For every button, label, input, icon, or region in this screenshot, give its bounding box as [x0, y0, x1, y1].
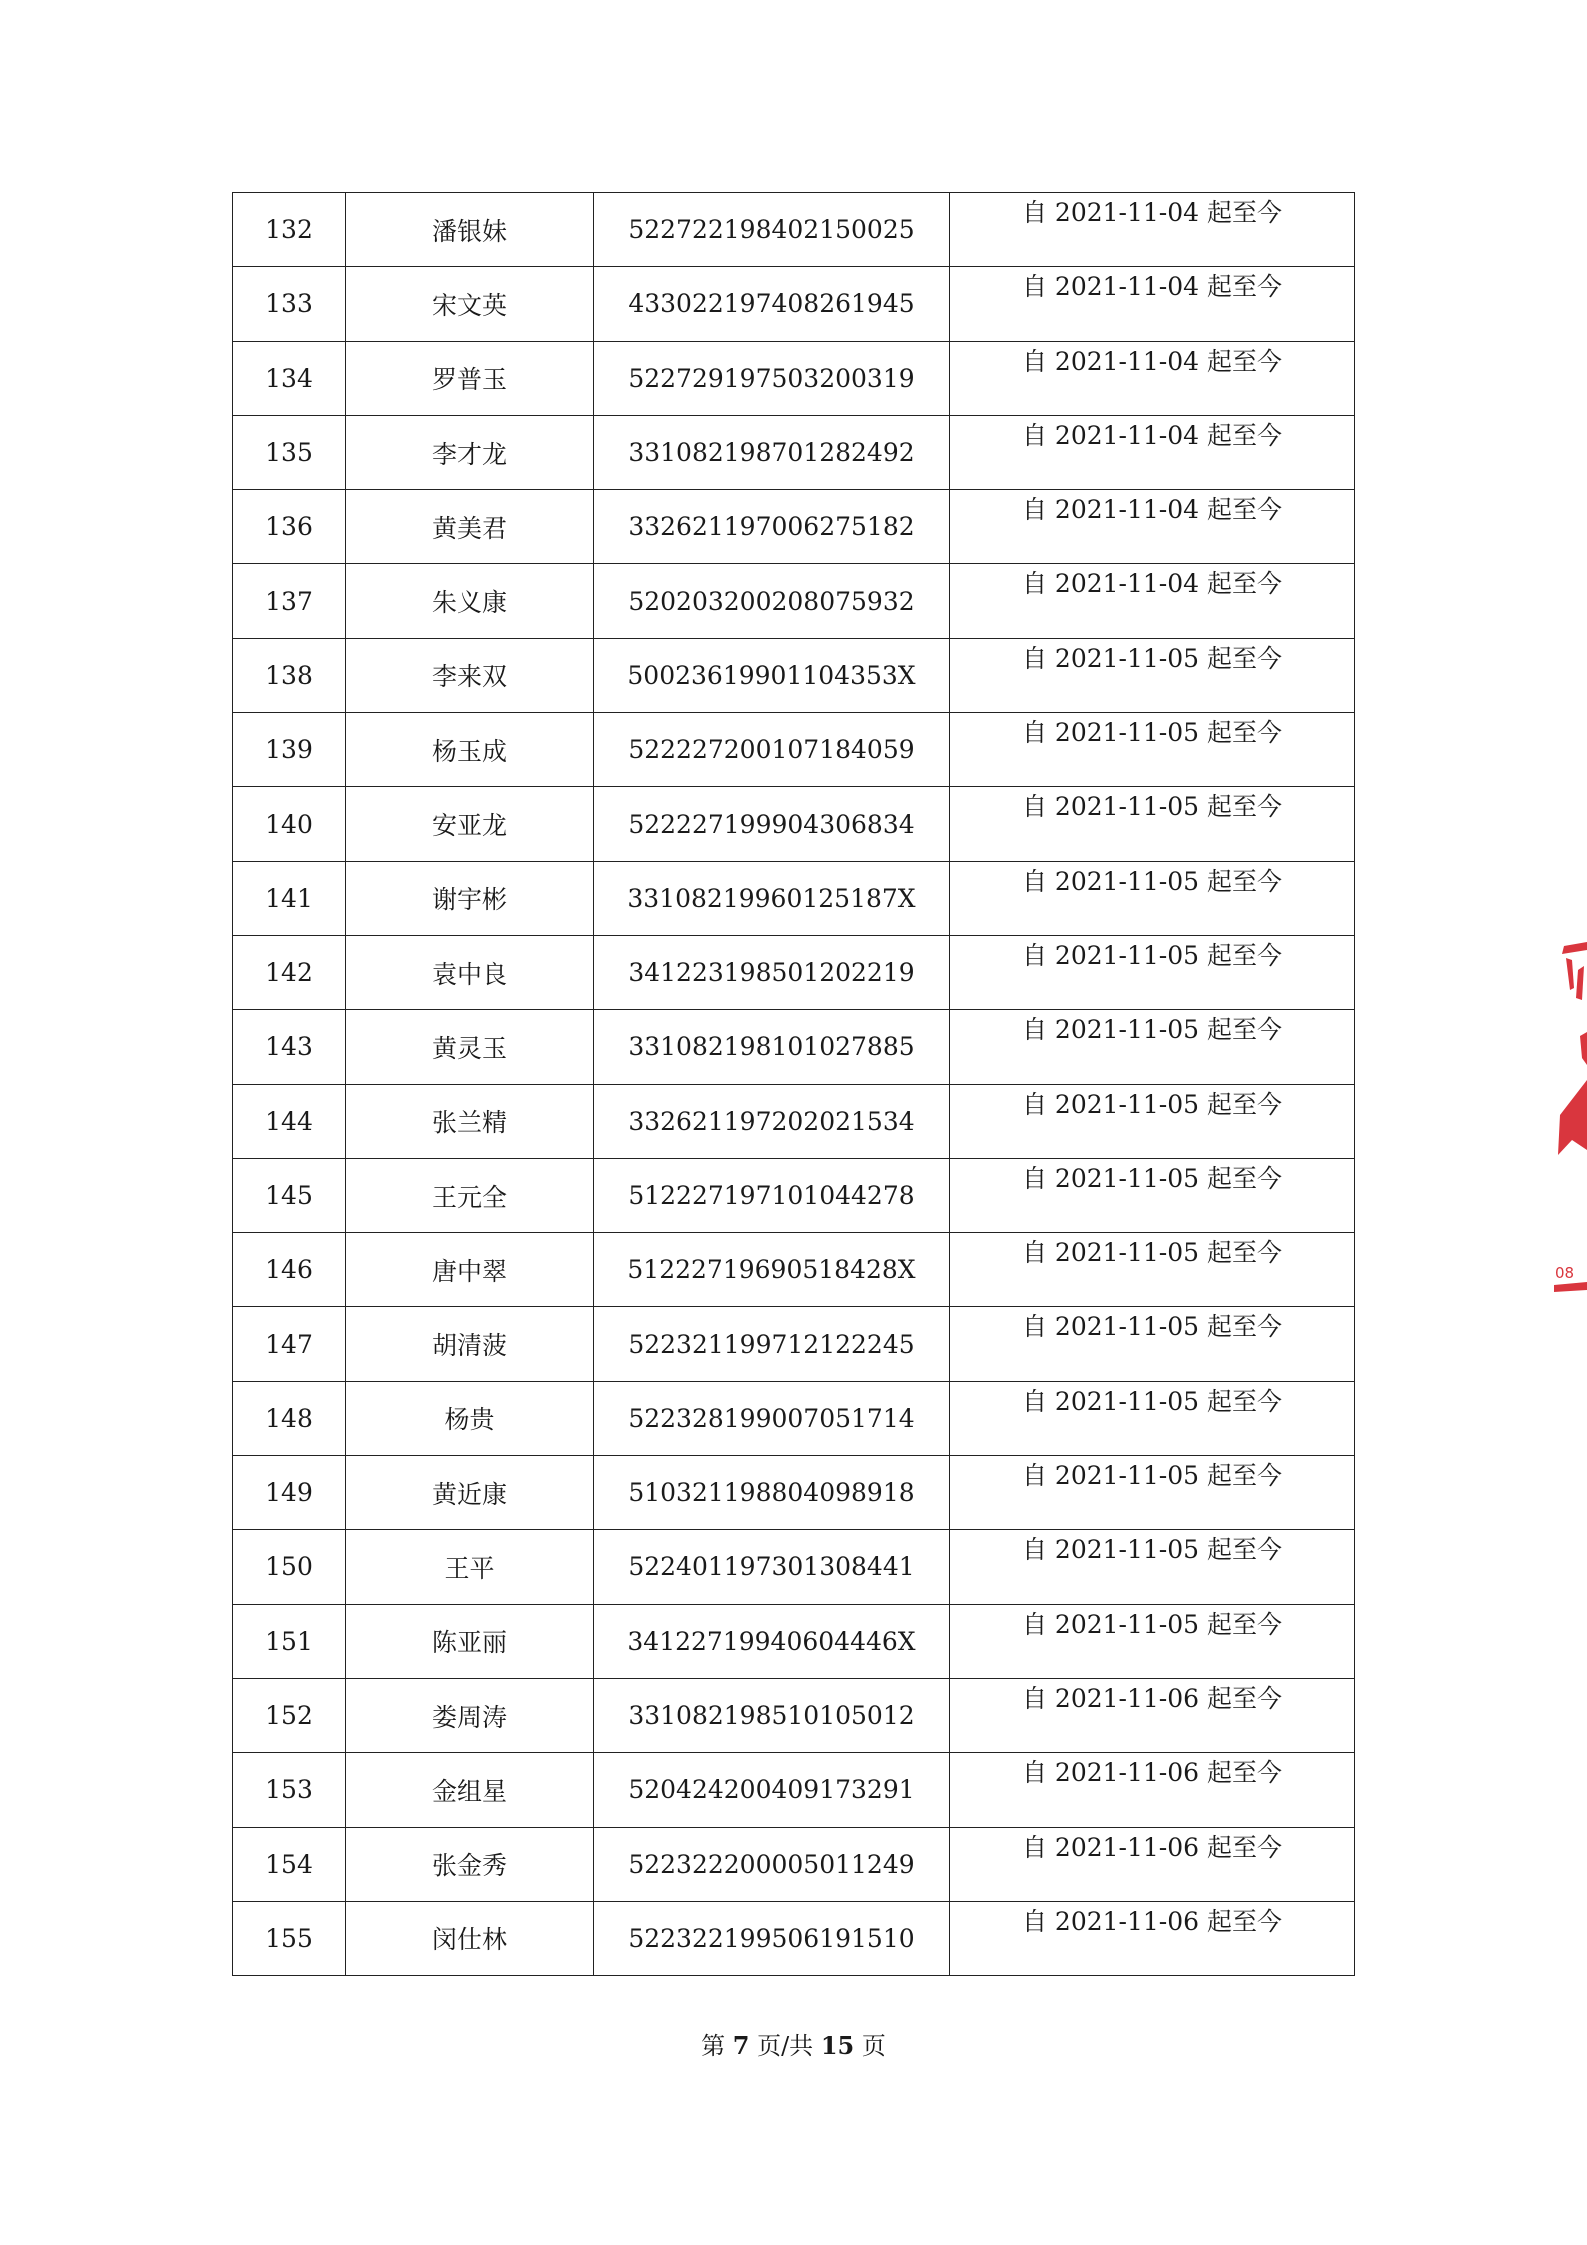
id-number-cell: 520424200409173291: [594, 1753, 950, 1827]
name-cell: 娄周涛: [346, 1678, 594, 1752]
seal-strokes: [1554, 942, 1587, 1292]
name-cell: 宋文英: [346, 267, 594, 341]
row-number-cell: 155: [233, 1901, 346, 1975]
row-number-cell: 144: [233, 1084, 346, 1158]
row-number-cell: 135: [233, 415, 346, 489]
table-row: [233, 713, 1355, 787]
row-number-cell: 147: [233, 1307, 346, 1381]
name-cell: 朱义康: [346, 564, 594, 638]
period-cell: 自 2021-11-05 起至今: [950, 713, 1355, 787]
table-row: [233, 415, 1355, 489]
period-cell: 自 2021-11-04 起至今: [950, 341, 1355, 415]
table-row: [233, 1456, 1355, 1530]
name-cell: 安亚龙: [346, 787, 594, 861]
table-row: [233, 1010, 1355, 1084]
table-row: [233, 861, 1355, 935]
period-cell: 自 2021-11-05 起至今: [950, 1530, 1355, 1604]
table-row: [233, 1604, 1355, 1678]
id-number-cell: 522722198402150025: [594, 193, 950, 267]
id-number-cell: 522322199506191510: [594, 1901, 950, 1975]
row-number-cell: 133: [233, 267, 346, 341]
seal-text: 08: [1555, 1264, 1575, 1282]
id-number-cell: 51222719690518428X: [594, 1233, 950, 1307]
row-number-cell: 138: [233, 638, 346, 712]
footer-prefix: 第: [701, 2032, 726, 2060]
name-cell: 潘银妹: [346, 193, 594, 267]
name-cell: 李来双: [346, 638, 594, 712]
period-cell: 自 2021-11-05 起至今: [950, 1381, 1355, 1455]
period-cell: 自 2021-11-05 起至今: [950, 1084, 1355, 1158]
name-cell: 李才龙: [346, 415, 594, 489]
row-number-cell: 142: [233, 935, 346, 1009]
id-number-cell: 522729197503200319: [594, 341, 950, 415]
page-footer: [0, 2026, 1587, 2061]
period-cell: 自 2021-11-05 起至今: [950, 1158, 1355, 1232]
table-row: [233, 1753, 1355, 1827]
row-number-cell: 145: [233, 1158, 346, 1232]
id-number-cell: 522328199007051714: [594, 1381, 950, 1455]
table-row: [233, 1307, 1355, 1381]
roster-table-body: [233, 193, 1355, 1976]
id-number-cell: 33108219960125187X: [594, 861, 950, 935]
row-number-cell: 151: [233, 1604, 346, 1678]
id-number-cell: 522227200107184059: [594, 713, 950, 787]
name-cell: 闵仕林: [346, 1901, 594, 1975]
period-cell: 自 2021-11-06 起至今: [950, 1901, 1355, 1975]
name-cell: 张金秀: [346, 1827, 594, 1901]
table-row: [233, 1530, 1355, 1604]
table-row: [233, 638, 1355, 712]
id-number-cell: 50023619901104353X: [594, 638, 950, 712]
table-row: [233, 1158, 1355, 1232]
table-row: [233, 341, 1355, 415]
table-row: [233, 1678, 1355, 1752]
row-number-cell: 134: [233, 341, 346, 415]
id-number-cell: 433022197408261945: [594, 267, 950, 341]
row-number-cell: 137: [233, 564, 346, 638]
id-number-cell: 332621197202021534: [594, 1084, 950, 1158]
name-cell: 王平: [346, 1530, 594, 1604]
period-cell: 自 2021-11-06 起至今: [950, 1753, 1355, 1827]
row-number-cell: 149: [233, 1456, 346, 1530]
id-number-cell: 331082198701282492: [594, 415, 950, 489]
row-number-cell: 141: [233, 861, 346, 935]
name-cell: 袁中良: [346, 935, 594, 1009]
table-row: [233, 1381, 1355, 1455]
period-cell: 自 2021-11-04 起至今: [950, 564, 1355, 638]
id-number-cell: 341223198501202219: [594, 935, 950, 1009]
id-number-cell: 522322200005011249: [594, 1827, 950, 1901]
table-row: [233, 1233, 1355, 1307]
row-number-cell: 153: [233, 1753, 346, 1827]
period-cell: 自 2021-11-05 起至今: [950, 787, 1355, 861]
id-number-cell: 522401197301308441: [594, 1530, 950, 1604]
period-cell: 自 2021-11-06 起至今: [950, 1678, 1355, 1752]
period-cell: 自 2021-11-06 起至今: [950, 1827, 1355, 1901]
row-number-cell: 140: [233, 787, 346, 861]
row-number-cell: 146: [233, 1233, 346, 1307]
period-cell: 自 2021-11-05 起至今: [950, 1010, 1355, 1084]
official-seal-fragment: [1552, 940, 1587, 1300]
table-row: [233, 1901, 1355, 1975]
id-number-cell: 520203200208075932: [594, 564, 950, 638]
period-cell: 自 2021-11-05 起至今: [950, 935, 1355, 1009]
row-number-cell: 132: [233, 193, 346, 267]
name-cell: 黄灵玉: [346, 1010, 594, 1084]
name-cell: 金组星: [346, 1753, 594, 1827]
row-number-cell: 139: [233, 713, 346, 787]
footer-suffix: 页: [861, 2032, 886, 2060]
id-number-cell: 522227199904306834: [594, 787, 950, 861]
name-cell: 张兰精: [346, 1084, 594, 1158]
period-cell: 自 2021-11-05 起至今: [950, 638, 1355, 712]
name-cell: 胡清菠: [346, 1307, 594, 1381]
row-number-cell: 154: [233, 1827, 346, 1901]
period-cell: 自 2021-11-04 起至今: [950, 267, 1355, 341]
row-number-cell: 150: [233, 1530, 346, 1604]
id-number-cell: 510321198804098918: [594, 1456, 950, 1530]
period-cell: 自 2021-11-05 起至今: [950, 861, 1355, 935]
id-number-cell: 522321199712122245: [594, 1307, 950, 1381]
table-row: [233, 490, 1355, 564]
name-cell: 唐中翠: [346, 1233, 594, 1307]
id-number-cell: 332621197006275182: [594, 490, 950, 564]
table-row: [233, 935, 1355, 1009]
footer-current-page: 7: [732, 2031, 750, 2060]
table-row: [233, 1084, 1355, 1158]
table-row: [233, 267, 1355, 341]
name-cell: 黄美君: [346, 490, 594, 564]
table-row: [233, 1827, 1355, 1901]
name-cell: 黄近康: [346, 1456, 594, 1530]
name-cell: 陈亚丽: [346, 1604, 594, 1678]
row-number-cell: 136: [233, 490, 346, 564]
id-number-cell: 34122719940604446X: [594, 1604, 950, 1678]
id-number-cell: 512227197101044278: [594, 1158, 950, 1232]
name-cell: 谢宇彬: [346, 861, 594, 935]
period-cell: 自 2021-11-05 起至今: [950, 1307, 1355, 1381]
name-cell: 王元全: [346, 1158, 594, 1232]
id-number-cell: 331082198101027885: [594, 1010, 950, 1084]
row-number-cell: 152: [233, 1678, 346, 1752]
name-cell: 杨贵: [346, 1381, 594, 1455]
id-number-cell: 331082198510105012: [594, 1678, 950, 1752]
name-cell: 罗普玉: [346, 341, 594, 415]
row-number-cell: 143: [233, 1010, 346, 1084]
table-row: [233, 193, 1355, 267]
period-cell: 自 2021-11-04 起至今: [950, 490, 1355, 564]
table-row: [233, 787, 1355, 861]
period-cell: 自 2021-11-05 起至今: [950, 1233, 1355, 1307]
row-number-cell: 148: [233, 1381, 346, 1455]
footer-middle: 页/共: [757, 2032, 814, 2060]
table-row: [233, 564, 1355, 638]
period-cell: 自 2021-11-04 起至今: [950, 415, 1355, 489]
period-cell: 自 2021-11-05 起至今: [950, 1604, 1355, 1678]
period-cell: 自 2021-11-04 起至今: [950, 193, 1355, 267]
period-cell: 自 2021-11-05 起至今: [950, 1456, 1355, 1530]
name-cell: 杨玉成: [346, 713, 594, 787]
roster-table: [232, 192, 1355, 1976]
footer-total-pages: 15: [820, 2031, 855, 2060]
